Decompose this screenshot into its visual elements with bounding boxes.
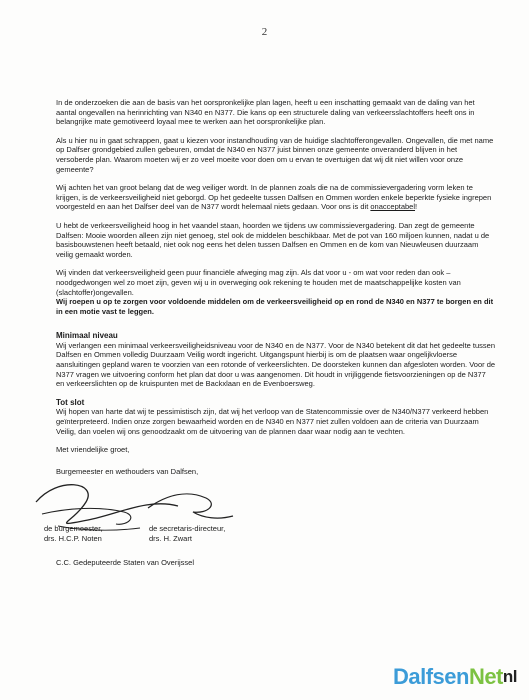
signature-area — [44, 476, 496, 548]
page-number: 2 — [261, 26, 268, 38]
cc-line: C.C. Gedeputeerde Staten van Overijssel — [56, 558, 194, 568]
paragraph-1: In de onderzoeken die aan de basis van het oorspronkelijke plan lagen, heeft u een inschatting gemaakt van de daling van het aantal ongevallen na herinrichting van N340 en N377. Die kans op een structurele daling van verkeersslachtoffers heeft ons in belangrijke mate gemotiveerd loyaal mee te werken aan het oorspronkelijke plan. — [56, 98, 475, 127]
signer-secretary-name: drs. H. Zwart — [149, 534, 192, 543]
paragraph-4: U hebt de verkeersveiligheid hoog in het vaandel staan, hoorden we tijdens uw commissievergadering. Dan zegt de gemeente Dalfsen: Mooie woorden alleen zijn niet genoeg, stel ook de middelen beschikbaar. Met de pot van 160 miljoen kunnen, nadat u de basisbouwstenen heeft betaald, niet ook nog eens het delen tussen Dalfsen en Ommen en de kom van Nieuwleusen duurzaam veilig gemaakt worden. — [56, 220, 490, 259]
dalfsennet-watermark-logo: DalfsenNetnl — [392, 664, 517, 689]
signer-mayor-title: de burgemeester, — [44, 524, 103, 534]
paragraph-3: Wij achten het van groot belang dat de weg veiliger wordt. In de plannen zoals die na de commissievergadering vorm leken te krijgen, is de verkeersveiligheid niet geborgd. Op het gedeelte tussen Dalfsen en Ommen worden enkele beperkte fysieke ingrepen voorgesteld en aan het Dalfser deel van de N377 wordt helemaal niets gedaan. Voor ons is dit onacceptabel! — [56, 183, 492, 212]
paragraph-5: Wij vinden dat verkeersveiligheid geen puur financiële afweging mag zijn. Als dat voor u - om wat voor reden dan ook – noodgedwongen wel zo moet zijn, geven wij u in overweging ook rekening te houden met de maatschappelijke kosten van (slachtoffer)ongevallen. Wij roepen u op te zorgen voor voldoende middelen om de verkeersveiligheid op en rond de N340 en N377 te borgen en dit in een motie vast te leggen. — [56, 268, 494, 316]
underlined-word: onacceptabel — [370, 202, 416, 212]
section-text-tot-slot: Wij hopen van harte dat wij te pessimistisch zijn, dat wij het verloop van de Statencommissie over de N340/N377 verkeerd hebben geïnterpreteerd. Indien onze zorgen bewaarheid worden en de N340 en N377 niet zullen voldoen aan de criteria van Duurzaam Veilig, dan voelen wij ons genoodzaakt om de uitvoering van de plannen daar waar nodig aan te vechten. — [56, 407, 489, 436]
section-text-minimaal: Wij verlangen een minimaal verkeersveiligheidsniveau voor de N340 en de N377. Voor de N340 betekent dit dat het gedeelte tussen Dalfsen en Ommen volledig Duurzaam Veilig wordt ingericht. Uitgangspunt hierbij is om de plaatsen waar ongelijkvloerse aansluitingen gepland waren te voorzien van een rotonde of verkeerslichten. De doorsteken kunnen dan afgesloten worden. Voor de N377 vragen we uitvoering conform het plan dat door u was aangenomen. Dit houdt in vrijliggende fietsvoorzieningen op de N377 en verkeerslichten op de kruispunten met de Backxlaan en de Evenboersweg. — [56, 340, 496, 389]
closing-sender: Burgemeester en wethouders van Dalfsen, — [56, 466, 199, 476]
signer-mayor — [44, 524, 102, 543]
signer-mayor-name: drs. H.C.P. Noten — [44, 534, 102, 543]
letter-body — [44, 98, 496, 568]
section-heading-tot-slot: Tot slot — [56, 397, 85, 407]
signer-secretary — [149, 524, 225, 543]
closing-greeting: Met vriendelijke groet, — [56, 445, 130, 455]
call-to-action: Wij roepen u op te zorgen voor voldoende middelen om de verkeersveiligheid op en rond de N340 en N377 te borgen en dit in een motie vast te leggen. — [56, 297, 494, 316]
section-heading-minimaal: Minimaal niveau — [56, 331, 118, 341]
paragraph-2: Als u hier nu in gaat schrappen, gaat u kiezen voor instandhouding van de huidige slachtofferongevallen. Ongevallen, die met name op Dalfser grondgebied zullen gebeuren, omdat de N340 en N377 juist binnen onze gemeente onveranderd blijven in het versoberde plan. Waarom moeten wij er zo veel moeite voor doen om u ervan te overtuigen dat wij dit niet willen voor onze gemeente? — [56, 135, 494, 174]
signer-secretary-title: de secretaris-directeur, — [149, 524, 226, 534]
